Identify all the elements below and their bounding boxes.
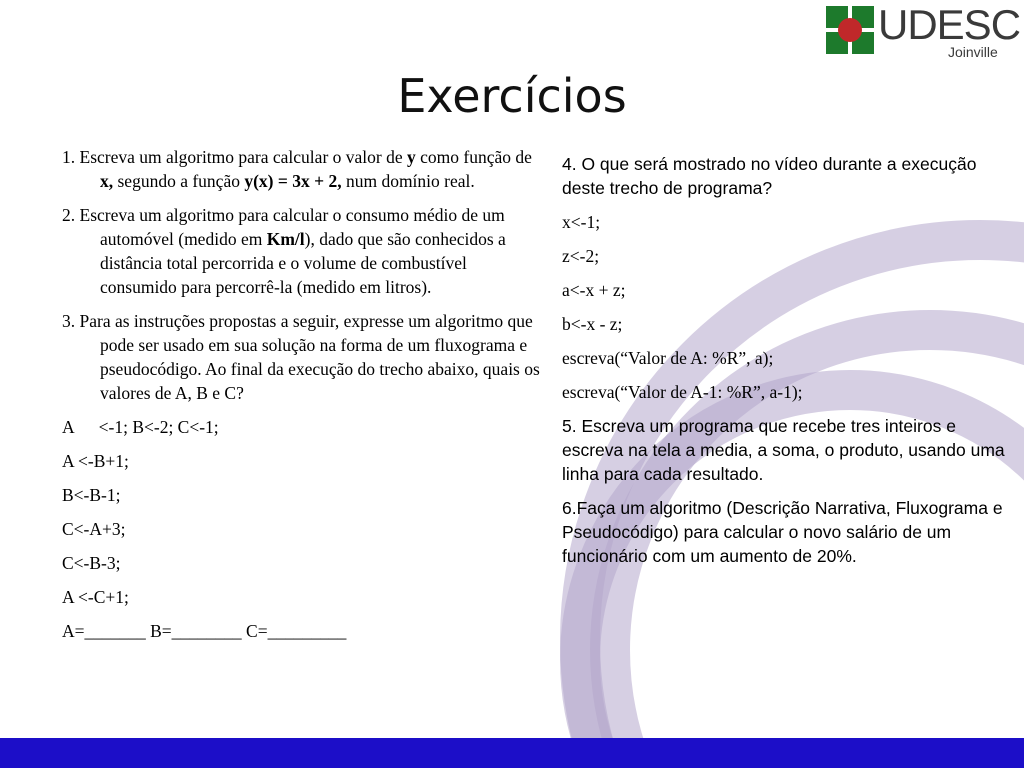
ex1-text-4: num domínio real. [341,171,475,191]
exercise-1 [62,145,540,193]
ex1-text-1: 1. Escreva um algoritmo para calcular o valor de [62,147,407,167]
ex1-text-3: segundo a função [113,171,245,191]
logo-text: UDESC [878,1,1021,48]
logo-campus: Joinville [948,44,998,60]
left-column [62,145,540,653]
code-z: z<-2; [562,246,600,266]
code-b: b<-x - z; [562,314,623,334]
code-line-1 [62,415,540,439]
code-line-2: A <-B+1; [62,451,129,471]
footer-band [0,738,1024,768]
ex1-bold-x: x, [100,171,114,191]
code-line-1-rest: <-1; B<-2; C<-1; [98,417,219,437]
exercise-3: 3. Para as instruções propostas a seguir, expresse um algoritmo que pode ser usado em sua solução na forma de um fluxograma e pseudocódigo. Ao final da execução do trecho abaixo, quais os valores de A, B e C? [62,311,540,403]
udesc-logo-mark-icon [826,6,874,54]
code-line-6: A <-C+1; [62,587,129,607]
exercise-2 [62,203,540,299]
ex2-text-1: 2. Escreva um algoritmo para calcular o consumo médio de um automóvel (medido em [62,205,505,249]
code-line-3: B<-B-1; [62,485,121,505]
exercise-6: 6.Faça um algoritmo (Descrição Narrativa, Fluxograma e Pseudocódigo) para calcular o novo salário de um funcionário com um aumento de 20%. [562,498,1003,566]
code-line-1-var: A [62,417,75,437]
ex1-bold-function: y(x) = 3x + 2, [244,171,342,191]
exercise-5: 5. Escreva um programa que recebe tres inteiros e escreva na tela a media, a soma, o produto, usando uma linha para cada resultado. [562,416,1005,484]
udesc-logo [826,1,1021,64]
code-line-4: C<-A+3; [62,519,126,539]
ex2-text-2: ), dado que são conhecidos a distância total percorrida e o volume de combustível consumido para percorrê-la (medido em litros). [100,229,506,297]
code-print-a: escreva(“Valor de A: %R”, a); [562,348,774,368]
code-x: x<-1; [562,212,601,232]
slide-title: Exercícios [397,69,627,123]
code-line-5: C<-B-3; [62,553,121,573]
ex1-text-2: como função de [415,147,532,167]
answer-line: A=_______ B=________ C=_________ [62,621,347,641]
ex2-bold-unit: Km/l [266,229,305,249]
code-a: a<-x + z; [562,280,626,300]
ex1-bold-y: y [407,147,416,167]
exercise-4: 4. O que será mostrado no vídeo durante a execução deste trecho de programa? [562,154,977,198]
code-print-a-1: escreva(“Valor de A-1: %R”, a-1); [562,382,803,402]
right-column [562,152,1014,578]
